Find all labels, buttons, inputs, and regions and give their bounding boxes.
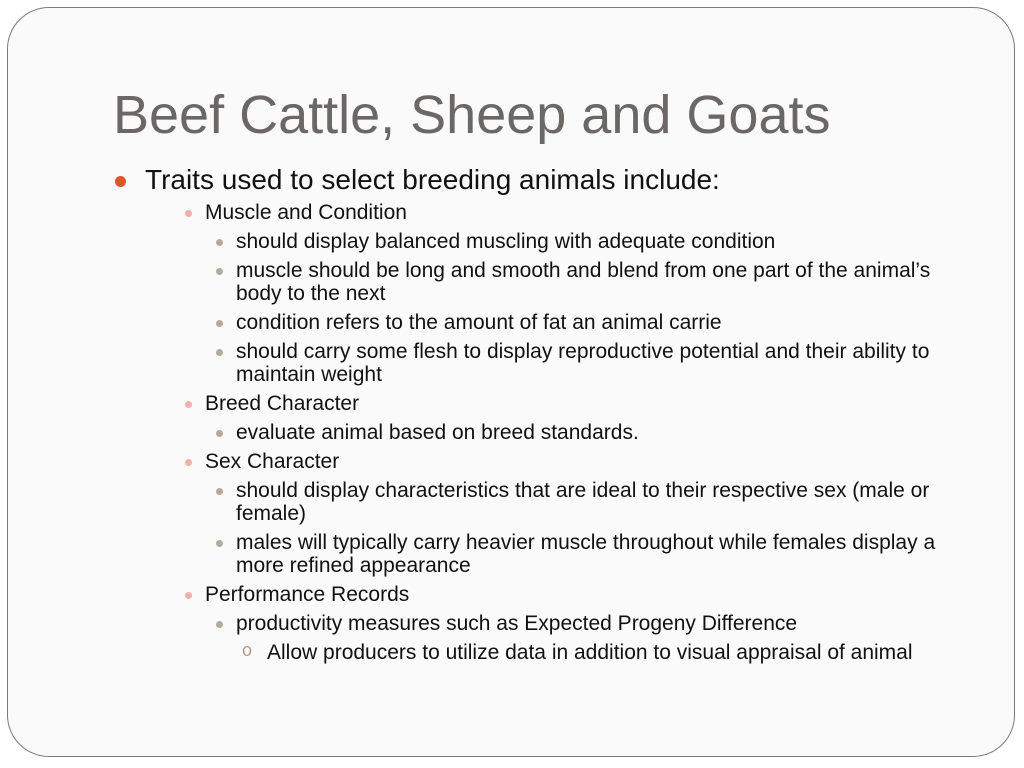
- trait-point: males will typically carry heavier muscle throughout while females display a more refined appearance: [236, 531, 936, 577]
- trait-point: should display characteristics that are ideal to their respective sex (male or female): [236, 479, 930, 525]
- trait-heading-sex: Sex Character: [205, 450, 340, 473]
- trait-point: condition refers to the amount of fat an animal carrie: [236, 311, 722, 334]
- bullet-level2-icon: [185, 401, 192, 408]
- bullet-level3-icon: [216, 349, 223, 356]
- bullet-level3-icon: [216, 268, 223, 275]
- trait-heading-muscle: Muscle and Condition: [205, 201, 407, 224]
- bullet-level3-icon: [216, 239, 223, 246]
- bullet-level2-icon: [185, 210, 192, 217]
- trait-heading-performance: Performance Records: [205, 583, 410, 606]
- bullet-level3-icon: [216, 488, 223, 495]
- trait-point: evaluate animal based on breed standards.: [236, 421, 639, 444]
- trait-heading-breed: Breed Character: [205, 392, 360, 415]
- trait-point: should carry some flesh to display reproductive potential and their ability to maintain weight: [236, 340, 930, 386]
- trait-point: productivity measures such as Expected Progeny Difference: [236, 612, 798, 635]
- bullet-level1-icon: [115, 176, 126, 187]
- slide-title: Beef Cattle, Sheep and Goats: [113, 85, 831, 145]
- bullet-level3-icon: [216, 540, 223, 547]
- trait-point: muscle should be long and smooth and blend from one part of the animal’s body to the next: [236, 259, 931, 305]
- trait-subpoint: Allow producers to utilize data in addition to visual appraisal of animal: [267, 641, 913, 664]
- bullet-level2-icon: [185, 459, 192, 466]
- bullet-level3-icon: [216, 320, 223, 327]
- intro-text: Traits used to select breeding animals include:: [145, 164, 720, 195]
- bullet-level3-icon: [216, 621, 223, 628]
- bullet-level2-icon: [185, 592, 192, 599]
- trait-point: should display balanced muscling with adequate condition: [236, 230, 776, 253]
- bullet-level3-icon: [216, 430, 223, 437]
- bullet-level4-icon: o: [242, 640, 253, 660]
